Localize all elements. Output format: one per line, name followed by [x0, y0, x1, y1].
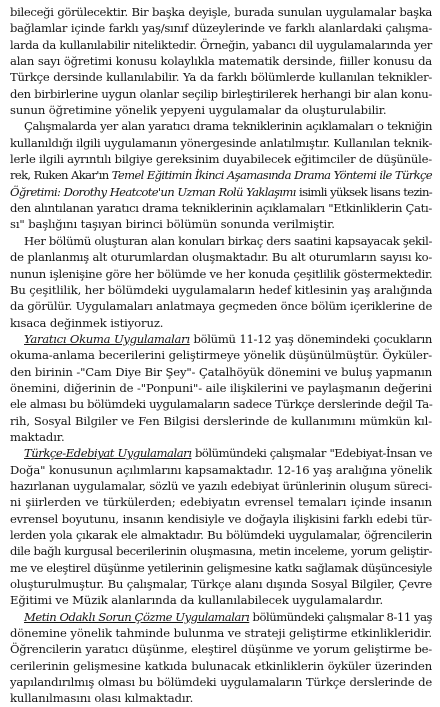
- text-line: lerden yola çıkarak ele almaktadır. Bu bölümdeki uygulamalar, öğrencilerin: [10, 528, 432, 542]
- text-segment: bölümü 11-12 yaş dönemindeki çocukların: [189, 331, 432, 346]
- text-line: okuma-anlama becerilerini geliştirmeye yönelik düşünülmüştür. Öyküler-: [10, 348, 432, 363]
- text-line: Çalışmalarda yer alan yaratıcı drama tekniklerinin açıklamaları o tekniğin: [24, 119, 432, 134]
- text-line: cerilerinin gelişmesine katkıda bulunacak etkinliklerin öyküler üzerinden: [10, 658, 432, 673]
- text-line: [10, 331, 432, 347]
- text-line: bağlamlar içinde farklı yaş/sınıf düzeylerinde ve farklı alanlardaki çalışma-: [10, 21, 432, 36]
- italic-title: Temel Eğitimin İkinci Aşamasında Drama Yöntemi ile Türkçe: [111, 168, 432, 183]
- text-line: önemini, diğerinin de -"Ponpuni"- aile ilişkilerini ve paylaşmanın değerini: [10, 380, 432, 395]
- text-line: [10, 184, 432, 200]
- text-line: [10, 445, 432, 461]
- text-line: lerle ilgili ayrıntılı bilgiye gereksinim duyabilecek eğitimciler de düşünüle-: [10, 152, 432, 167]
- text-line: yapılandırılmış olması bu bölümdeki uygulamaların Türkçe derslerinde de: [10, 675, 432, 690]
- text-line: kısaca değinmek istiyoruz.: [10, 315, 164, 330]
- text-line: oluşturulmuştur. Bu çalışmalar, Türkçe alanı dışında Sosyal Bilgiler, Çevre: [10, 577, 432, 592]
- text-line: me ve eleştirel düşünme yetilerinin gelişmesine katkı sağlamak düşüncesiyle: [10, 560, 432, 575]
- text-line: hazırlanan uygulamalar, sözlü ve yazılı edebiyat ürünlerinin oluşum süreci-: [10, 478, 432, 493]
- text-line: maktadır.: [10, 429, 65, 444]
- italic-title: Öğretimi: Dorothy Heatcote'un Uzman Rolü Yaklaşımı: [10, 184, 296, 199]
- text-line: den birinin -"Cam Diye Bir Şey"- Çatalhöyük dönemini ve buluş yapmanın: [10, 364, 432, 379]
- text-line: den birbirlerine uygun olanlar seçilip birleştirilerek herhangi bir alan konu-: [10, 86, 432, 101]
- text-line: Öğrencilerin yaratıcı düşünme, eleştirel düşünme ve yorum geliştirme be-: [10, 642, 432, 657]
- text-line: kullanılmasını olası kılmaktadır.: [10, 691, 194, 706]
- text-segment: rek, Ruken Akar'ın: [10, 168, 112, 183]
- text-line: de planlanmış alt oturumlardan oluşmaktadır. Bu alt oturumların sayısı ko-: [10, 250, 432, 265]
- text-segment: isimli yüksek lisans tezin-: [295, 184, 432, 199]
- text-line: dönemine yönelik tahminde bulunma ve strateji geliştirme etkinlikleridir.: [10, 626, 432, 641]
- section-title: Metin Odaklı Sorun Çözme Uygulamaları: [24, 609, 250, 624]
- text-line: rih, Sosyal Bilgiler ve Fen Bilgisi derslerinde de kullanımını mümkün kıl-: [10, 413, 432, 428]
- text-line: Eğitimi ve Müzik alanlarında da kullanılabilecek uygulamalardır.: [10, 593, 384, 608]
- text-line: Doğa" konusunun açılımlarını kapsamaktadır. 12-16 yaş aralığına yönelik: [10, 462, 432, 477]
- text-line: evrensel boyutunu, insanın kendisiyle ve doğayla ilişkisini farklı edebi tür-: [10, 511, 432, 526]
- text-line: alan sayı öğretimi konusu kolaylıkla matematik dersinde, fiiller konusu da: [10, 54, 432, 69]
- text-line: sı" başlığını taşıyan birinci bölümün sonunda verilmiştir.: [10, 217, 335, 232]
- section-title: Yaratıcı Okuma Uygulamaları: [24, 331, 190, 346]
- text-line: ele alması bu bölümdeki uygulamaların sadece Türkçe derslerinde değil Ta-: [10, 397, 433, 412]
- text-line: [10, 167, 432, 183]
- text-line: bileceği görülecektir. Bir başka deyişle, burada sunulan uygulamalar başka: [10, 5, 432, 19]
- text-line: ni şiirlerden ve türkülerden; edebiyatın evrensel temaları içinde insanın: [10, 495, 432, 510]
- text-line: Bu çeşitlilik, her bölümdeki uygulamaların hedef kitlesinin yaş aralığında: [10, 282, 433, 297]
- text-segment: bölümündeki çalışmalar 8-11 yaş: [249, 609, 432, 624]
- text-segment: bölümündeki çalışmalar "Edebiyat-İnsan ve: [191, 446, 432, 461]
- section-title: Türkçe-Edebiyat Uygulamaları: [24, 446, 192, 461]
- text-line: larda da kullanılabilir niteliktedir. Örneğin, yabancı dil uygulamalarında yer: [10, 37, 432, 52]
- text-line: Türkçe dersinde kullanılabilir. Ya da farklı bölümlerde kullanılan teknikler-: [10, 70, 432, 85]
- text-line: kullanıldığı ilgili uygulamanın yönergesinde anlatılmıştır. Kullanılan teknik-: [10, 135, 433, 150]
- text-line: da görülür. Uygulamaları anlatmaya geçmeden önce bölüm içeriklerine de: [10, 299, 433, 314]
- text-line: dile bağlı kurgusal becerilerinin oluşmasına, metin inceleme, yorum geliştir-: [10, 544, 432, 559]
- text-line: nunun işlenişine göre her bölümde ve her konuda çeşitlilik göstermektedir.: [10, 266, 433, 281]
- text-line: Her bölümü oluşturan alan konuları birkaç ders saatini kapsayacak şekil-: [24, 233, 433, 248]
- text-line: den alıntılanan yaratıcı drama tekniklerinin açıklamaları "Etkinliklerin Çatı-: [10, 201, 432, 216]
- body-text: [10, 4, 432, 707]
- text-line: sunun öğretimine yönelik yepyeni uygulamalar da oluşturulabilir.: [10, 103, 387, 118]
- text-line: [10, 609, 432, 625]
